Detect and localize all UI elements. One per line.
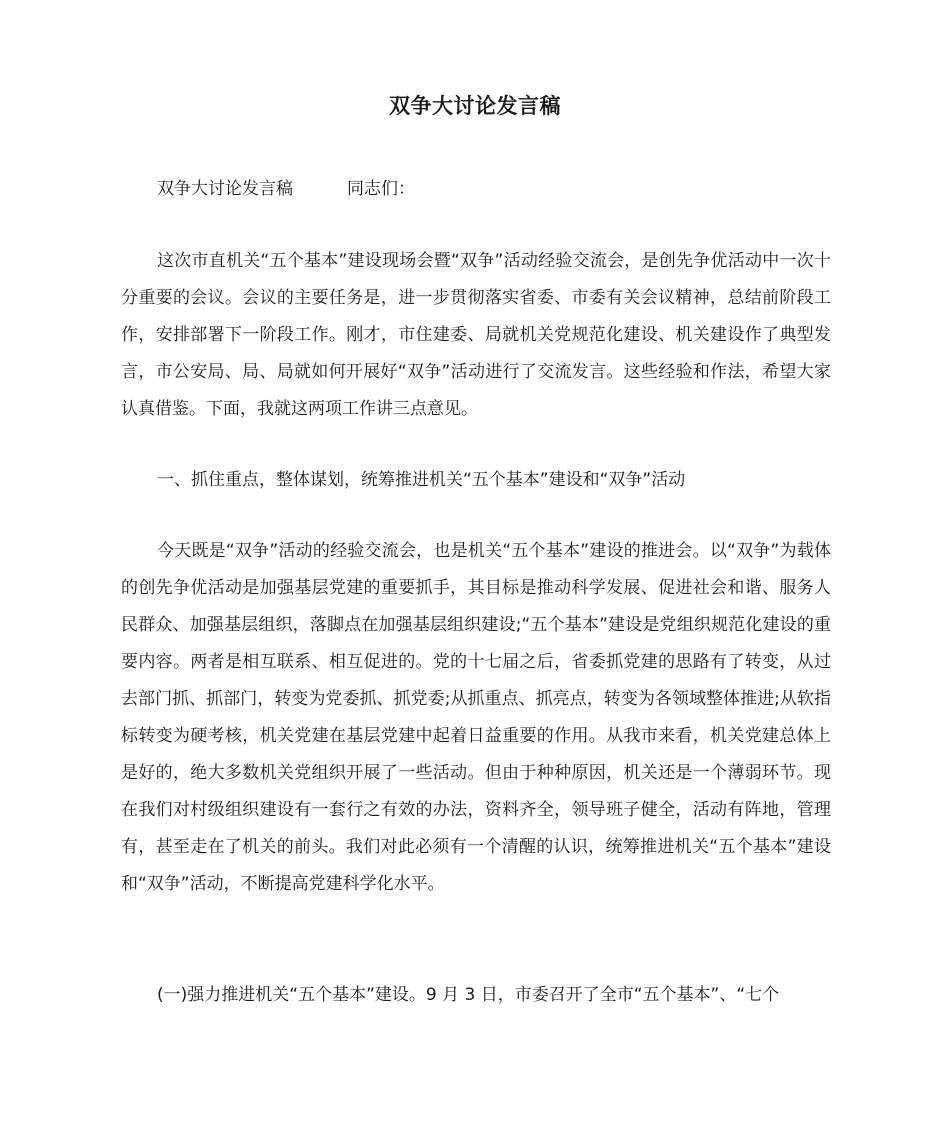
salutation: 同志们： [347, 179, 415, 199]
greeting-doc-name: 双争大讨论发言稿 [157, 179, 293, 199]
paragraph-1: 这次市直机关“五个基本”建设现场会暨“双争”活动经验交流会，是创先争优活动中一次十分重要的会议。会议的主要任务是，进一步贯彻落实省委、市委有关会议精神，总结前阶段工作，安排部署下一阶段工作。刚才，市住建委、局就机关党规范化建设、机关建设作了典型发言，市公安局、局、局就如何开展好“双争”活动进行了交流发言。这些经验和作法，希望大家认真借鉴。下面，我就这两项工作讲三点意见。 [121, 251, 831, 419]
subsection-heading-1: (一)强力推进机关“五个基本”建设。9 月 3 日，市委召开了全市“五个基本”、“七个 [157, 985, 780, 1005]
page-title: 双争大讨论发言稿 [389, 94, 561, 118]
paragraph-2: 今天既是“双争”活动的经验交流会，也是机关“五个基本”建设的推进会。以“双争”为载体的创先争优活动是加强基层党建的重要抓手，其目标是推动科学发展、促进社会和谐、服务人民群众、加强基层组织，落脚点在加强基层组织建设;“五个基本”建设是党组织规范化建设的重要内容。两者是相互联系、相互促进的。党的十七届之后，省委抓党建的思路有了转变，从过去部门抓、抓部门，转变为党委抓、抓党委;从抓重点、抓亮点，转变为各领域整体推进;从软指标转变为硬考核，机关党建在基层党建中起着日益重要的作用。从我市来看，机关党建总体上是好的，绝大多数机关党组织开展了一些活动。但由于种种原因，机关还是一个薄弱环节。现在我们对村级组织建设有一套行之有效的办法，资料齐全，领导班子健全，活动有阵地，管理有，甚至走在了机关的前头。我们对此必须有一个清醒的认识，统筹推进机关“五个基本”建设和“双争”活动，不断提高党建科学化水平。 [121, 541, 831, 894]
greeting-line [157, 173, 415, 205]
section-heading-1: 一、抓住重点，整体谋划，统筹推进机关“五个基本”建设和“双争”活动 [157, 470, 686, 490]
